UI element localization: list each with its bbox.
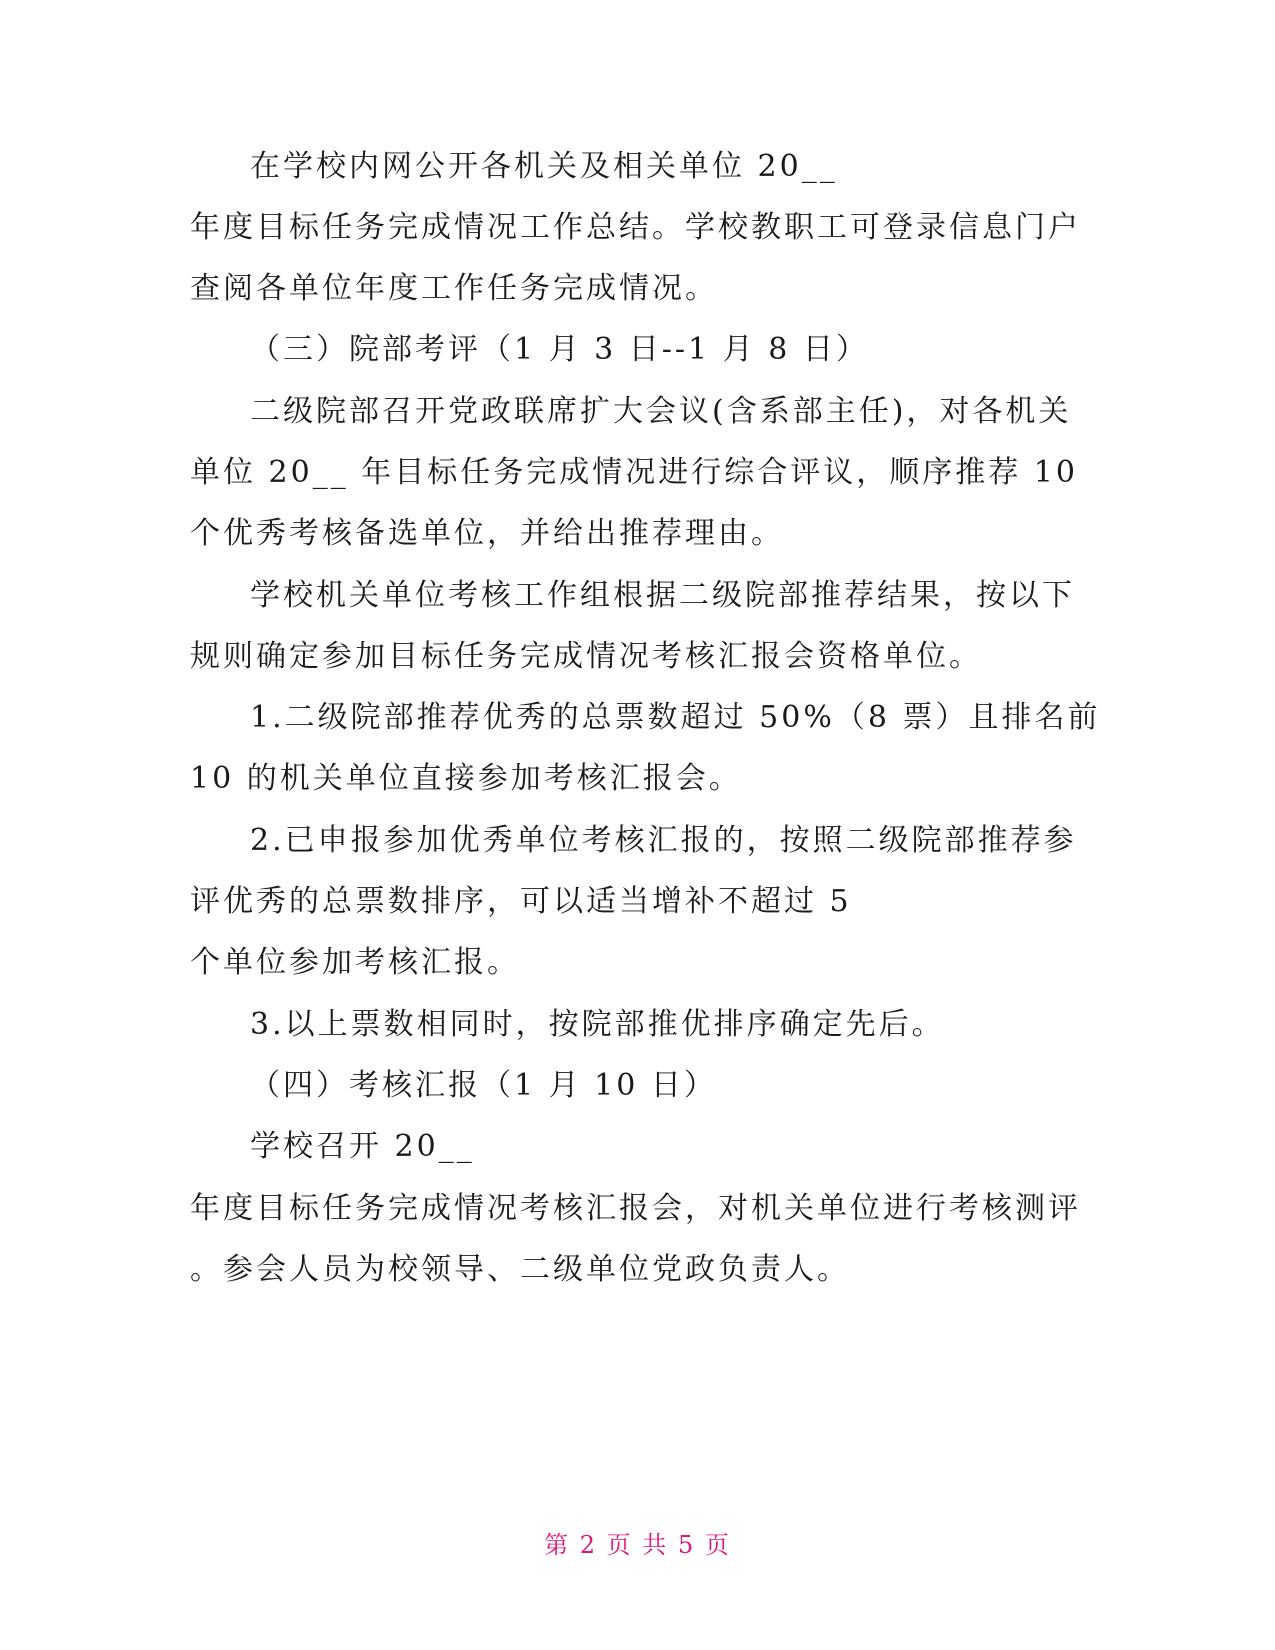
text-line: 3.以上票数相同时，按院部推优排序确定先后。	[250, 1007, 945, 1042]
text-line: 个单位参加考核汇报。	[190, 945, 520, 980]
text-line: 10 的机关单位直接参加考核汇报会。	[190, 761, 742, 796]
text-line: 年度目标任务完成情况考核汇报会，对机关单位进行考核测评	[190, 1191, 1081, 1226]
text-line: 查阅各单位年度工作任务完成情况。	[190, 271, 718, 306]
text-line: 在学校内网公开各机关及相关单位 20__	[250, 149, 838, 184]
text-line: 学校机关单位考核工作组根据二级院部推荐结果，按以下	[250, 578, 1075, 613]
text-line: 评优秀的总票数排序，可以适当增补不超过 5	[190, 884, 852, 919]
text-line: 个优秀考核备选单位，并给出推荐理由。	[190, 516, 784, 551]
text-line: 规则确定参加目标任务完成情况考核汇报会资格单位。	[190, 639, 982, 674]
text-line: 。参会人员为校领导、二级单位党政负责人。	[190, 1252, 850, 1287]
text-line: 年度目标任务完成情况工作总结。学校教职工可登录信息门户	[190, 210, 1081, 245]
text-line: 单位 20__ 年目标任务完成情况进行综合评议，顺序推荐 10	[190, 455, 1078, 490]
text-line: 2.已申报参加优秀单位考核汇报的，按照二级院部推荐参	[250, 823, 1077, 858]
page-number-footer: 第 2 页 共 5 页	[544, 1531, 731, 1559]
section-heading: （四）考核汇报（1 月 10 日）	[250, 1068, 717, 1103]
text-line: 1.二级院部推荐优秀的总票数超过 50%（8 票）且排名前	[250, 700, 1101, 735]
text-line: 学校召开 20__	[250, 1129, 475, 1164]
section-heading: （三）院部考评（1 月 3 日--1 月 8 日）	[250, 332, 869, 367]
text-line: 二级院部召开党政联席扩大会议(含系部主任)，对各机关	[250, 394, 1072, 429]
